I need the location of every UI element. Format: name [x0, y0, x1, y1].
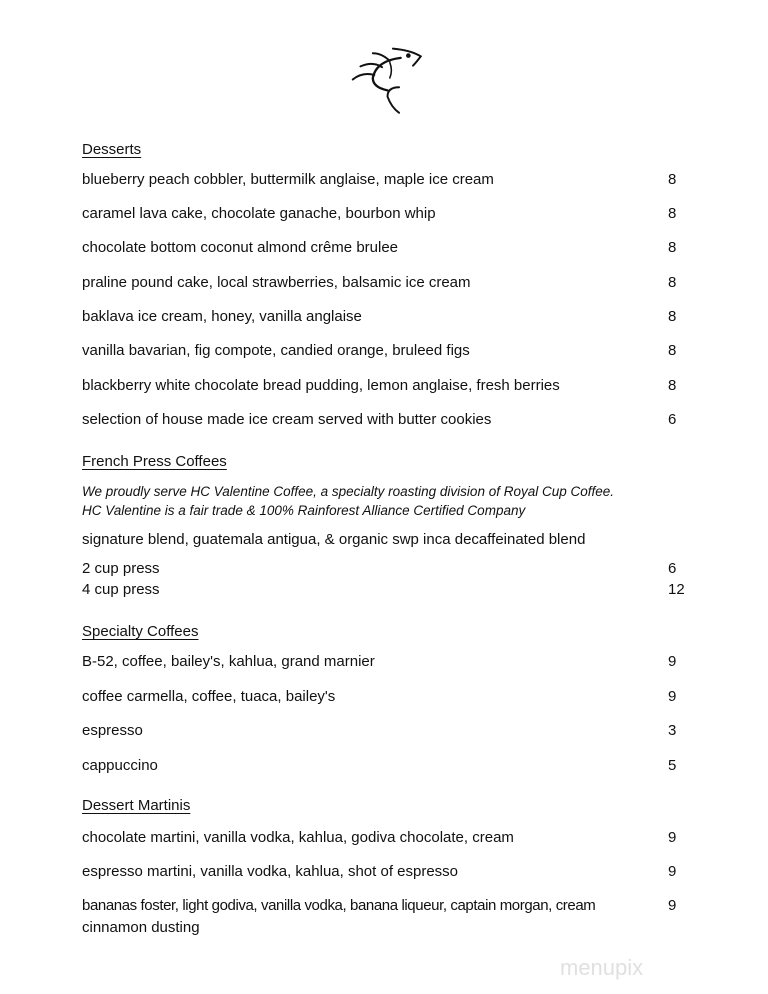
menu-item: selection of house made ice cream served with butter cookies — [82, 411, 492, 428]
section-title-dessert-martinis: Dessert Martinis — [82, 797, 191, 814]
menu-item: B-52, coffee, bailey's, kahlua, grand marnier — [82, 653, 375, 670]
menu-price: 12 — [668, 581, 685, 598]
coffee-note: We proudly serve HC Valentine Coffee, a specialty roasting division of Royal Cup Coffee. — [82, 484, 615, 499]
menu-price: 3 — [668, 722, 677, 739]
menu-price: 8 — [668, 205, 677, 222]
menu-price: 8 — [668, 274, 677, 291]
menu-item: praline pound cake, local strawberries, balsamic ice cream — [82, 274, 471, 291]
menu-item: chocolate bottom coconut almond crême brulee — [82, 239, 399, 256]
menu-price: 9 — [668, 653, 677, 670]
coffee-note: HC Valentine is a fair trade & 100% Rainforest Alliance Certified Company — [82, 503, 526, 518]
watermark: menupix — [560, 955, 644, 980]
menu-item-extra: cinnamon dusting — [82, 919, 200, 936]
menu-item: 4 cup press — [82, 581, 160, 598]
menu-item: caramel lava cake, chocolate ganache, bourbon whip — [82, 205, 436, 222]
menu-price: 9 — [668, 829, 677, 846]
menu-item: blueberry peach cobbler, buttermilk anglaise, maple ice cream — [82, 171, 494, 188]
section-title-french-press: French Press Coffees — [82, 453, 227, 470]
menu-price: 8 — [668, 342, 677, 359]
menu-price: 5 — [668, 757, 677, 774]
menu-item: vanilla bavarian, fig compote, candied orange, bruleed figs — [82, 342, 470, 359]
fish-logo-icon — [345, 38, 430, 118]
menu-item: 2 cup press — [82, 560, 160, 577]
menu-item: espresso — [82, 722, 143, 739]
section-title-desserts: Desserts — [82, 141, 142, 158]
menu-price: 9 — [668, 863, 677, 880]
menu-item: coffee carmella, coffee, tuaca, bailey's — [82, 688, 336, 705]
menu-item: blackberry white chocolate bread pudding, lemon anglaise, fresh berries — [82, 377, 560, 394]
menu-price: 6 — [668, 411, 677, 428]
section-title-specialty-coffees: Specialty Coffees — [82, 623, 199, 640]
menu-item: chocolate martini, vanilla vodka, kahlua, godiva chocolate, cream — [82, 829, 514, 846]
menu-price: 9 — [668, 688, 677, 705]
menu-price: 9 — [668, 897, 677, 914]
menu-price: 8 — [668, 377, 677, 394]
menu-item: bananas foster, light godiva, vanilla vodka, banana liqueur, captain morgan, cream — [82, 897, 596, 914]
menu-price: 8 — [668, 171, 677, 188]
menu-price: 8 — [668, 239, 677, 256]
menu-price: 6 — [668, 560, 677, 577]
menu-item: cappuccino — [82, 757, 158, 774]
menu-item: espresso martini, vanilla vodka, kahlua, shot of espresso — [82, 863, 459, 880]
menu-price: 8 — [668, 308, 677, 325]
coffee-description: signature blend, guatemala antigua, & organic swp inca decaffeinated blend — [82, 531, 586, 548]
menu-item: baklava ice cream, honey, vanilla anglaise — [82, 308, 362, 325]
